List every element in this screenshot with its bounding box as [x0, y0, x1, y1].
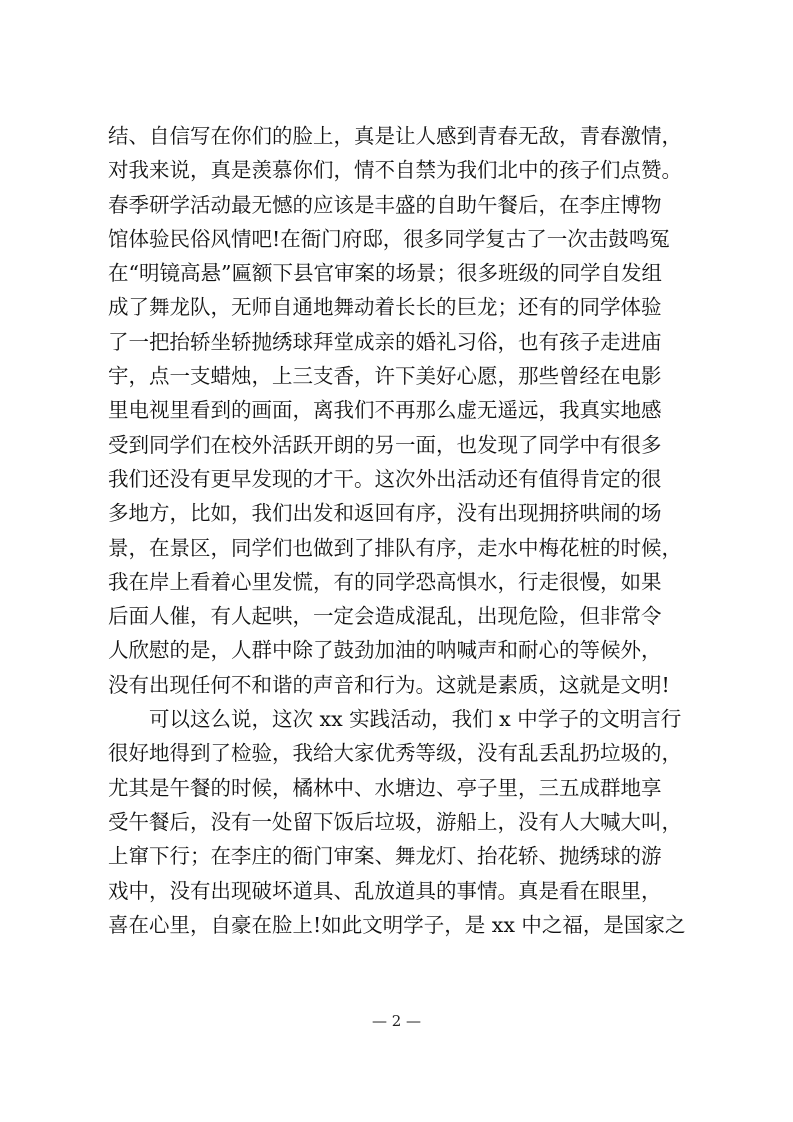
text-line: 多地方，比如，我们出发和返回有序，没有出现拥挤哄闹的场 — [108, 501, 662, 526]
text-line: 对我来说，真是羡慕你们，情不自禁为我们北中的孩子们点赞。 — [108, 158, 682, 183]
text-line: 景，在景区，同学们也做到了排队有序，走水中梅花桩的时候， — [108, 535, 682, 560]
text-line: 成了舞龙队，无师自通地舞动着长长的巨龙；还有的同学体验 — [108, 295, 662, 320]
document-body — [108, 119, 688, 942]
text-line: 我在岸上看着心里发慌，有的同学恐高惧水，行走很慢，如果 — [108, 569, 662, 594]
page-number: — 2 — — [371, 1012, 422, 1030]
text-line: 宇，点一支蜡烛，上三支香，许下美好心愿，那些曾经在电影 — [108, 364, 662, 389]
text-line: 春季研学活动最无憾的应该是丰盛的自助午餐后，在李庄博物 — [108, 192, 662, 217]
text-line: 里电视里看到的画面，离我们不再那么虚无遥远，我真实地感 — [108, 398, 662, 423]
text-line: 我们还没有更早发现的才干。这次外出活动还有值得肯定的很 — [108, 466, 662, 491]
text-line: 受到同学们在校外活跃开朗的另一面，也发现了同学中有很多 — [108, 432, 662, 457]
text-line: 喜在心里，自豪在脸上!如此文明学子，是 xx 中之福，是国家之 — [108, 912, 686, 937]
text-line: 受午餐后，没有一处留下饭后垃圾，游船上，没有人大喊大叫， — [108, 809, 682, 834]
text-line: 在“明镜高悬”匾额下县官审案的场景；很多班级的同学自发组 — [108, 261, 662, 286]
paragraph-first-line: 可以这么说，这次 xx 实践活动，我们 x 中学子的文明言行 — [149, 707, 682, 732]
text-line: 很好地得到了检验，我给大家优秀等级，没有乱丢乱扔垃圾的， — [108, 741, 682, 766]
text-line: 人欣慰的是，人群中除了鼓劲加油的呐喊声和耐心的等候外， — [108, 638, 662, 663]
text-line: 后面人催，有人起哄，一定会造成混乱，出现危险，但非常令 — [108, 604, 662, 629]
text-line: 馆体验民俗风情吧!在衙门府邸，很多同学复古了一次击鼓鸣冤 — [108, 226, 670, 251]
text-line: 了一把抬轿坐轿抛绣球拜堂成亲的婚礼习俗，也有孩子走进庙 — [108, 329, 662, 354]
text-line: 没有出现任何不和谐的声音和行为。这就是素质，这就是文明! — [108, 672, 670, 697]
text-line: 戏中，没有出现破坏道具、乱放道具的事情。真是看在眼里， — [108, 878, 662, 903]
text-line: 尤其是午餐的时候，橘林中、水塘边、亭子里，三五成群地享 — [108, 775, 662, 800]
text-line: 结、自信写在你们的脸上，真是让人感到青春无敌，青春激情， — [108, 124, 682, 148]
text-line: 上窜下行；在李庄的衙门审案、舞龙灯、抬花轿、抛绣球的游 — [108, 844, 662, 869]
